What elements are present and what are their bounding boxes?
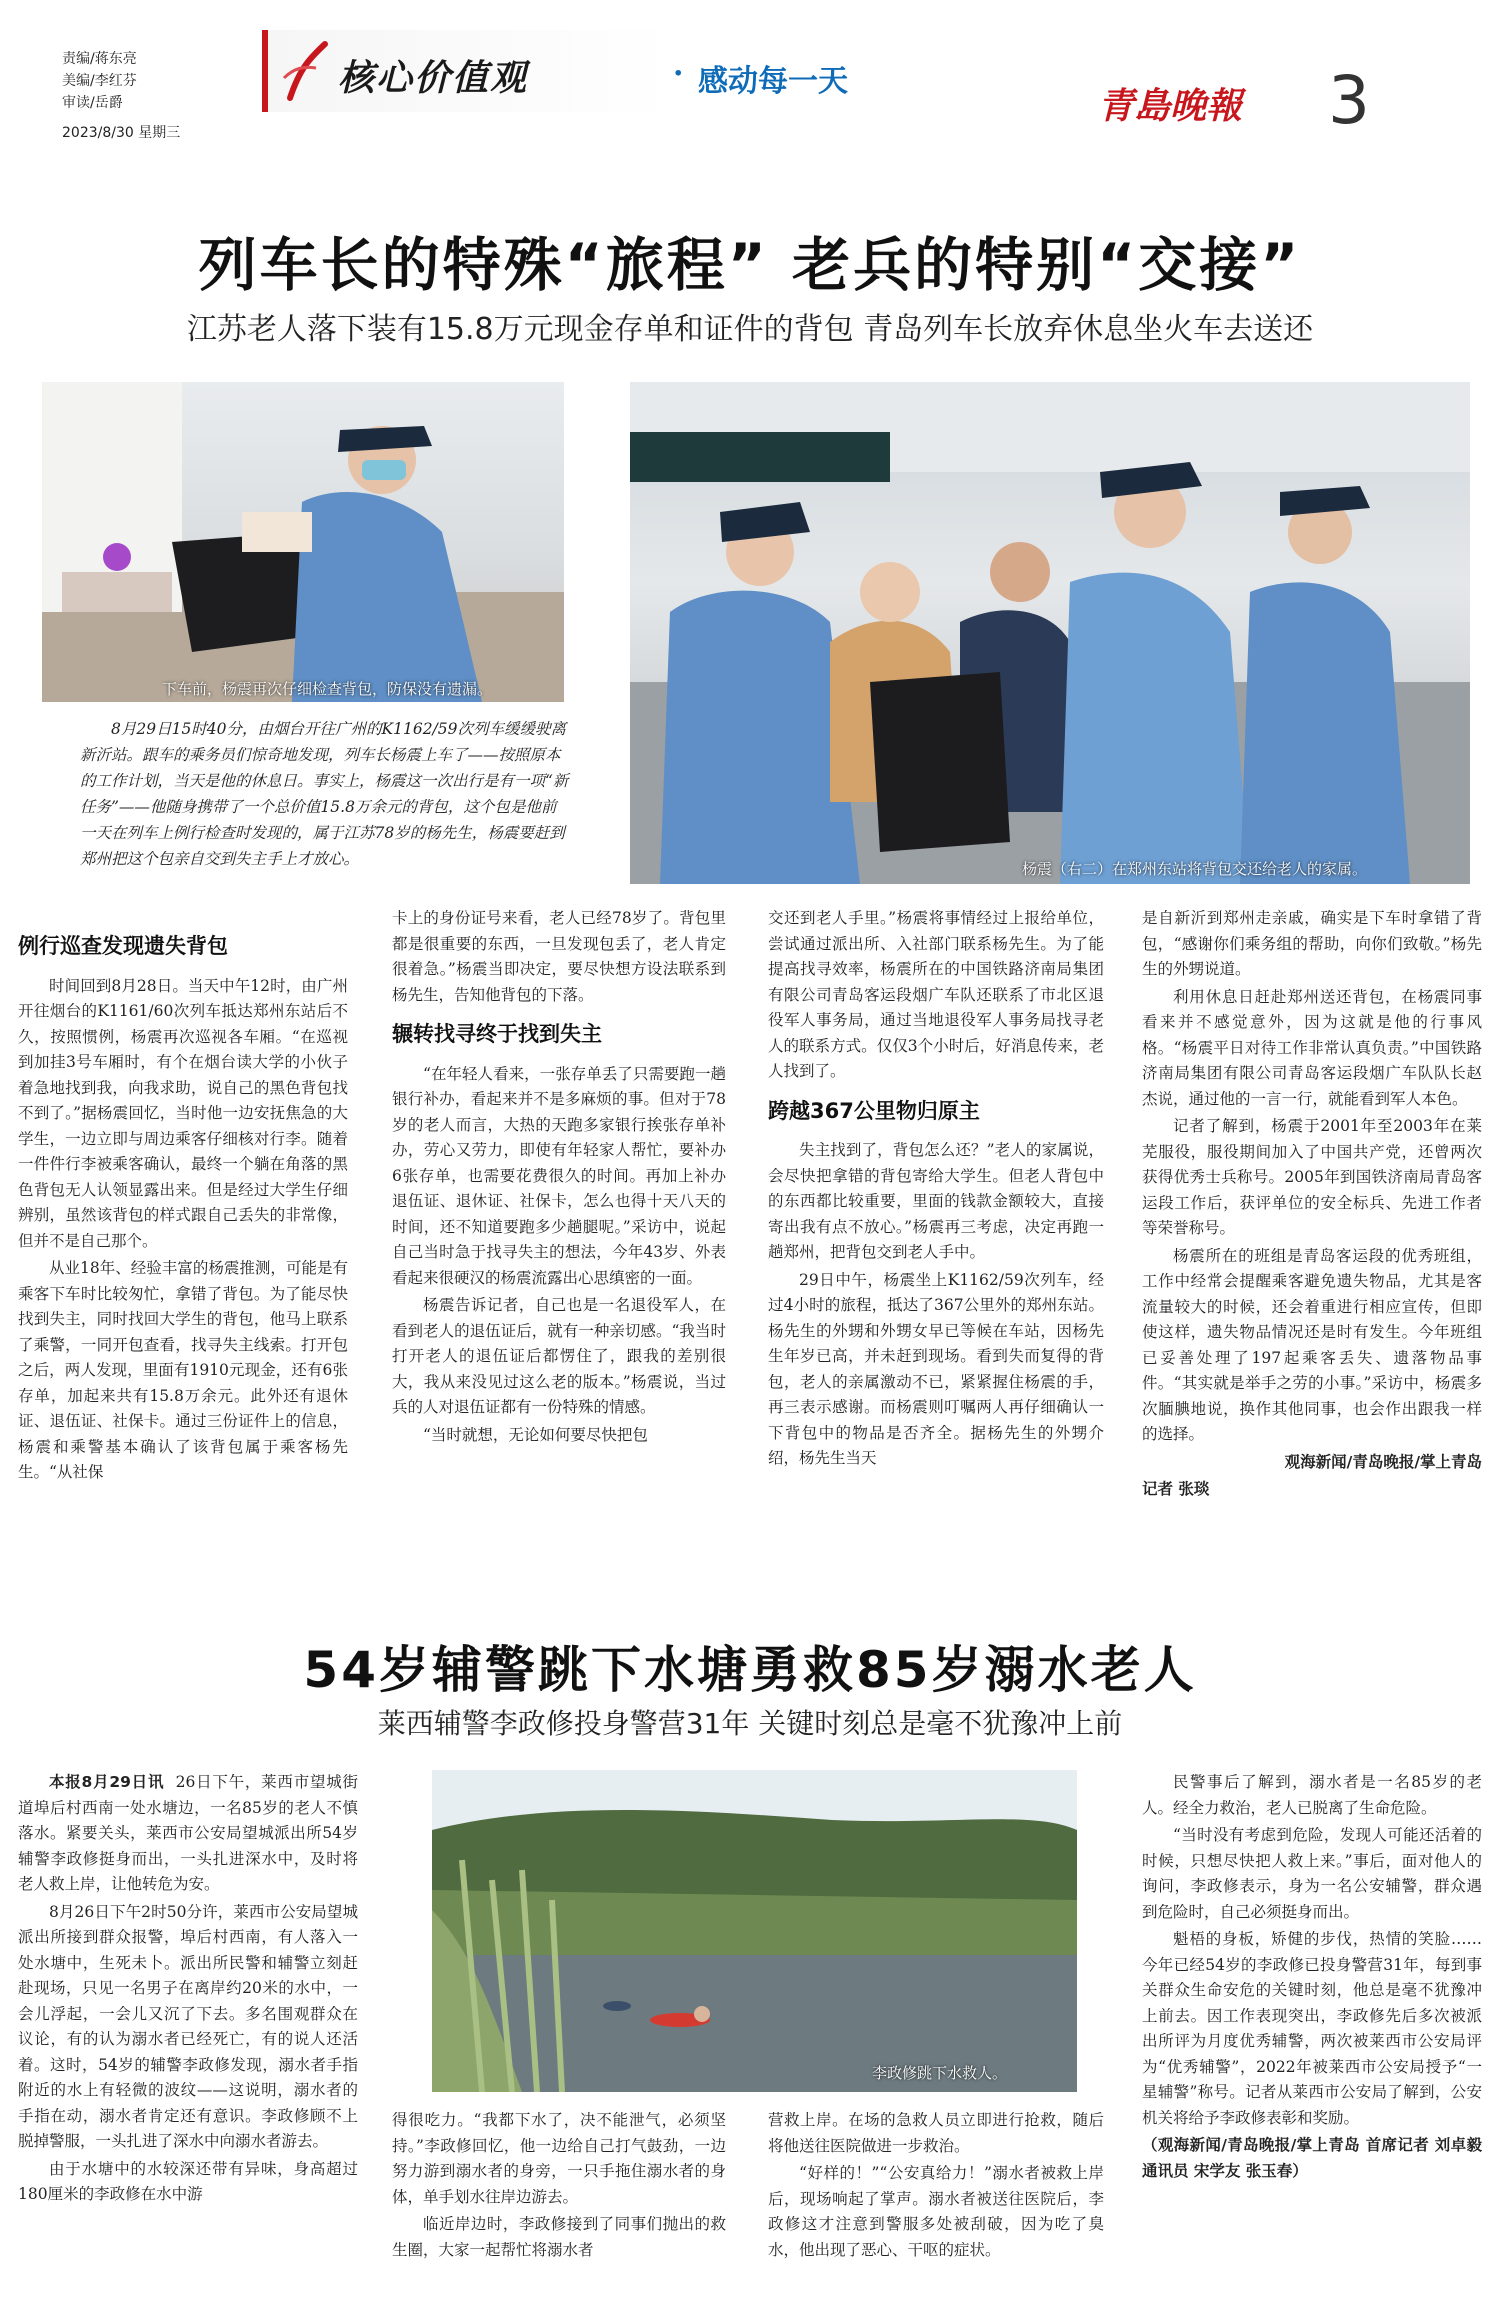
paragraph: “好样的！”“公安真给力！”溺水者被救上岸后，现场响起了掌声。溺水者被送往医院后，李政修这才注意到警服多处被刮破，因为吃了臭水，他出现了恶心、干呕的症状。 <box>768 2164 1104 2259</box>
paragraph: 记者了解到，杨震于2001年至2003年在莱芜服役，服役期间加入了中国共产党，还曾两次获得优秀士兵称号。2005年到国铁济南局青岛客运段工作后，获评单位的安全标兵、先进工作者等荣誉称号。 <box>1142 1117 1482 1237</box>
designer-credit: 美编/李红芬 <box>62 73 137 89</box>
story1-column-1 <box>18 920 348 1488</box>
dateline: 本报8月29日讯 <box>49 1773 165 1791</box>
handover-photo-caption: 杨震（右二）在郑州东站将背包交还给老人的家属。 <box>1022 860 1368 878</box>
story1-subhead: 江苏老人落下装有15.8万元现金存单和证件的背包 青岛列车长放弃休息坐火车去送还 <box>186 312 1314 347</box>
banner-flourish-icon <box>280 38 330 104</box>
story1-credit-line <box>1142 1450 1482 1476</box>
rescue-photo-caption: 李政修跳下水救人。 <box>872 2064 1008 2082</box>
subheading-search: 辗转找寻终于找到失主 <box>392 1022 602 1046</box>
page-number: 3 <box>1328 62 1370 139</box>
conductor-photo-caption: 下车前，杨震再次仔细检查背包，防保没有遗漏。 <box>162 680 493 698</box>
story2-headline: 54岁辅警跳下水塘勇救85岁溺水老人 <box>303 1641 1197 1699</box>
banner-dot: · <box>673 56 684 91</box>
paragraph: 卡上的身份证号来看，老人已经78岁了。背包里都是很重要的东西，一旦发现包丢了，老人肯定很着急。”杨震当即决定，要尽快想方设法联系到杨先生，告知他背包的下落。 <box>392 909 726 1004</box>
paragraph: “当时没有考虑到危险，发现人可能还活着的时候，只想尽快把人救上来。”事后，面对他人的询问，李政修表示，身为一名公安辅警，群众遇到危险时，自己必须挺身而出。 <box>1142 1826 1482 1921</box>
masthead-meta <box>62 48 180 144</box>
paragraph: 利用休息日赶赴郑州送还背包，在杨震同事看来并不感觉意外，因为这就是他的行事风格。“杨震平日对待工作非常认真负责。”中国铁路济南局集团有限公司青岛客运段烟广车队队长赵杰说，通过他的一言一行，就能看到军人本色。 <box>1142 987 1482 1108</box>
paragraph: 民警事后了解到，溺水者是一名85岁的老人。经全力救治，老人已脱离了生命危险。 <box>1142 1773 1482 1817</box>
proofreader-credit: 审读/岳爵 <box>62 95 123 111</box>
story2-column-2 <box>392 2108 726 2265</box>
rescue-photo <box>432 1770 1077 2092</box>
paragraph: 杨震所在的班组是青岛客运段的优秀班组，工作中经常会提醒乘客避免遗失物品，尤其是客流量较大的时候，还会着重进行相应宣传，但即使这样，遗失物品情况还是时有发生。今年班组已妥善处理了197起乘客丢失、遗落物品事件。“其实就是举手之劳的小事。”采访中，杨震多次腼腆地说，换作其他同事，也会作出跟我一样的选择。 <box>1142 1246 1482 1443</box>
story2-credit: （观海新闻/青岛晚报/掌上青岛 首席记者 刘卓毅 通讯员 宋学友 张玉春） <box>1142 2136 1482 2180</box>
paragraph: 临近岸边时，李政修接到了同事们抛出的救生圈，大家一起帮忙将溺水者 <box>392 2215 726 2259</box>
issue-date: 2023/8/30 星期三 <box>62 125 181 141</box>
paragraph: 时间回到8月28日。当天中午12时，由广州开往烟台的K1161/60次列车抵达郑州东站后不久，按照惯例，杨震再次巡视各车厢。“在巡视到加挂3号车厢时，有个在烟台读大学的小伙子着急地找到我，向我求助，说自己的黑色背包找不到了。”据杨震回忆，当时他一边安抚焦急的大学生，一边立即与周边乘客仔细核对行李。随着一件件行李被乘客确认，最终一个躺在角落的黑色背包无人认领显露出来。但是经过大学生仔细辨别，虽然该背包的样式跟自己丢失的非常像，但并不是自己那个。 <box>18 976 348 1250</box>
banner-title: 核心价值观 <box>338 57 529 99</box>
banner-slogan: 感动每一天 <box>698 64 848 99</box>
paragraph: 得很吃力。“我都下水了，决不能泄气，必须坚持。”李政修回忆，他一边给自己打气鼓劲，一边努力游到溺水者的身旁，一只手拖住溺水者的身体，单手划水往岸边游去。 <box>392 2111 726 2206</box>
paragraph: 从业18年、经验丰富的杨震推测，可能是有乘客下车时比较匆忙，拿错了背包。为了能尽快找到失主，同时找回大学生的背包，他马上联系了乘警，一同开包查看，找寻失主线索。打开包之后，两人发现，里面有1910元现金，还有6张存单，加起来共有15.8万余元。此外还有退休证、退伍证、社保卡。通过三份证件上的信息，杨震和乘警基本确认了该背包属于乘客杨先生。“从社保 <box>18 1259 348 1481</box>
story2-column-4 <box>1142 1770 1482 2186</box>
handover-photo <box>630 382 1470 884</box>
story1-reporter: 记者 张琰 <box>1142 1480 1210 1498</box>
paragraph: 营救上岸。在场的急救人员立即进行抢救，随后将他送往医院做进一步救治。 <box>768 2111 1104 2155</box>
section-banner <box>262 30 952 112</box>
paragraph: 29日中午，杨震坐上K1162/59次列车，经过4小时的旅程，抵达了367公里外的郑州东站。杨先生的外甥和外甥女早已等候在车站，因杨先生年岁已高，并未赶到现场。看到失而复得的背包，老人的亲属激动不已，紧紧握住杨震的手，再三表示感谢。而杨震则叮嘱两人再仔细确认一下背包中的物品是否齐全。据杨先生的外甥介绍，杨先生当天 <box>768 1270 1104 1467</box>
paragraph: 魁梧的身板，矫健的步伐，热情的笑脸……今年已经54岁的李政修已投身警营31年，每到事关群众生命安危的关键时刻，他总是毫不犹豫冲上前去。因工作表现突出，李政修先后多次被派出所评为月度优秀辅警，两次被莱西市公安局评为“优秀辅警”，2022年被莱西市公安局授予“一星辅警”称号。记者从莱西市公安局了解到，公安机关将给予李政修表彰和奖励。 <box>1142 1930 1482 2127</box>
story2-subhead: 莱西辅警李政修投身警营31年 关键时刻总是毫不犹豫冲上前 <box>377 1707 1123 1740</box>
paragraph: “当时就想，无论如何要尽快把包 <box>423 1425 648 1444</box>
story2-column-1 <box>18 1770 358 2210</box>
conductor-photo <box>42 382 564 702</box>
story1-credit: 观海新闻/青岛晚报/掌上青岛 <box>1284 1452 1482 1471</box>
subheading-return: 跨越367公里物归原主 <box>768 1098 980 1123</box>
paragraph: 失主找到了，背包怎么还？”老人的家属说，会尽快把拿错的背包寄给大学生。但老人背包中的东西都比较重要，里面的钱款金额较大，直接寄出我有点不放心。”杨震再三考虑，决定再跑一趟郑州，把背包交到老人手中。 <box>768 1141 1104 1261</box>
paragraph: 是自新沂到郑州走亲戚，确实是下车时拿错了背包，“感谢你们乘务组的帮助，向你们致敬。”杨先生的外甥说道。 <box>1142 909 1482 978</box>
paragraph: 由于水塘中的水较深还带有异味，身高超过180厘米的李政修在水中游 <box>18 2159 358 2203</box>
paragraph: 本报8月29日讯 26日下午，莱西市望城街道埠后村西南一处水塘边，一名85岁的老人不慎落水。紧要关头，莱西市公安局望城派出所54岁辅警李政修挺身而出，一头扎进深水中，及时将老人救上岸，让他转危为安。 <box>18 1773 358 1893</box>
paragraph: 8月26日下午2时50分许，莱西市公安局望城派出所接到群众报警，埠后村西南，有人落入一处水塘中，生死未卜。派出所民警和辅警立刻赶赴现场，只见一名男子在离岸约20米的水中，一会儿浮起，一会儿又沉了下去。多名围观群众在议论，有的认为溺水者已经死亡，有的说人还活着。这时，54岁的辅警李政修发现，溺水者手指附近的水上有轻微的波纹——这说明，溺水者的手指在动，溺水者肯定还有意识。李政修顾不上脱掉警服，一头扎进了深水中向溺水者游去。 <box>18 1902 358 2150</box>
story1-column-2 <box>392 906 726 1450</box>
story2-column-3 <box>768 2108 1104 2265</box>
newspaper-logo: 青島晚報 <box>1098 85 1243 127</box>
editor-credit: 责编/蒋东亮 <box>62 51 137 67</box>
paragraph: 杨震告诉记者，自己也是一名退役军人，在看到老人的退伍证后，就有一种亲切感。“我当时打开老人的退伍证后都愣住了，跟我的差别很大，我从来没见过这么老的版本。”杨震说，当过兵的人对退伍证都有一份特殊的情感。 <box>392 1296 726 1416</box>
story1-headline: 列车长的特殊“旅程” 老兵的特别“交接” <box>198 231 1302 299</box>
story1-intro: 8月29日15时40分，由烟台开往广州的K1162/59次列车缓缓驶离新沂站。跟车的乘务员们惊奇地发现，列车长杨震上车了——按照原本的工作计划，当天是他的休息日。事实上，杨震这一次出行是有一项“新任务”——他随身携带了一个总价值15.8万余元的背包，这个包是他前一天在列车上例行检查时发现的，属于江苏78岁的杨先生，杨震要赶到郑州把这个包亲自交到失主手上才放心。 <box>80 720 569 868</box>
story1-column-3 <box>768 906 1104 1474</box>
paragraph: 交还到老人手里。”杨震将事情经过上报给单位，尝试通过派出所、入社部门联系杨先生。为了能提高找寻效率，杨震所在的中国铁路济南局集团有限公司青岛客运段烟广车队还联系了市北区退役军人事务局，通过当地退役军人事务局找寻老人的联系方式。仅仅3个小时后，好消息传来，老人找到了。 <box>768 909 1104 1080</box>
story1-column-4 <box>1142 906 1482 1505</box>
subheading-discovery: 例行巡查发现遗失背包 <box>18 934 228 958</box>
paragraph: “在年轻人看来，一张存单丢了只需要跑一趟银行补办，看起来并不是多麻烦的事。但对于78岁的老人而言，大热的天跑多家银行挨张存单补办，劳心又劳力，即使有年轻家人帮忙，要补办6张存单，也需要花费很久的时间。再加上补办退伍证、退休证、社保卡，怎么也得十天八天的时间，还不知道要跑多少趟腿呢。”采访中，说起自己当时急于找寻失主的想法，今年43岁、外表看起来很硬汉的杨震流露出心思缜密的一面。 <box>392 1064 726 1287</box>
